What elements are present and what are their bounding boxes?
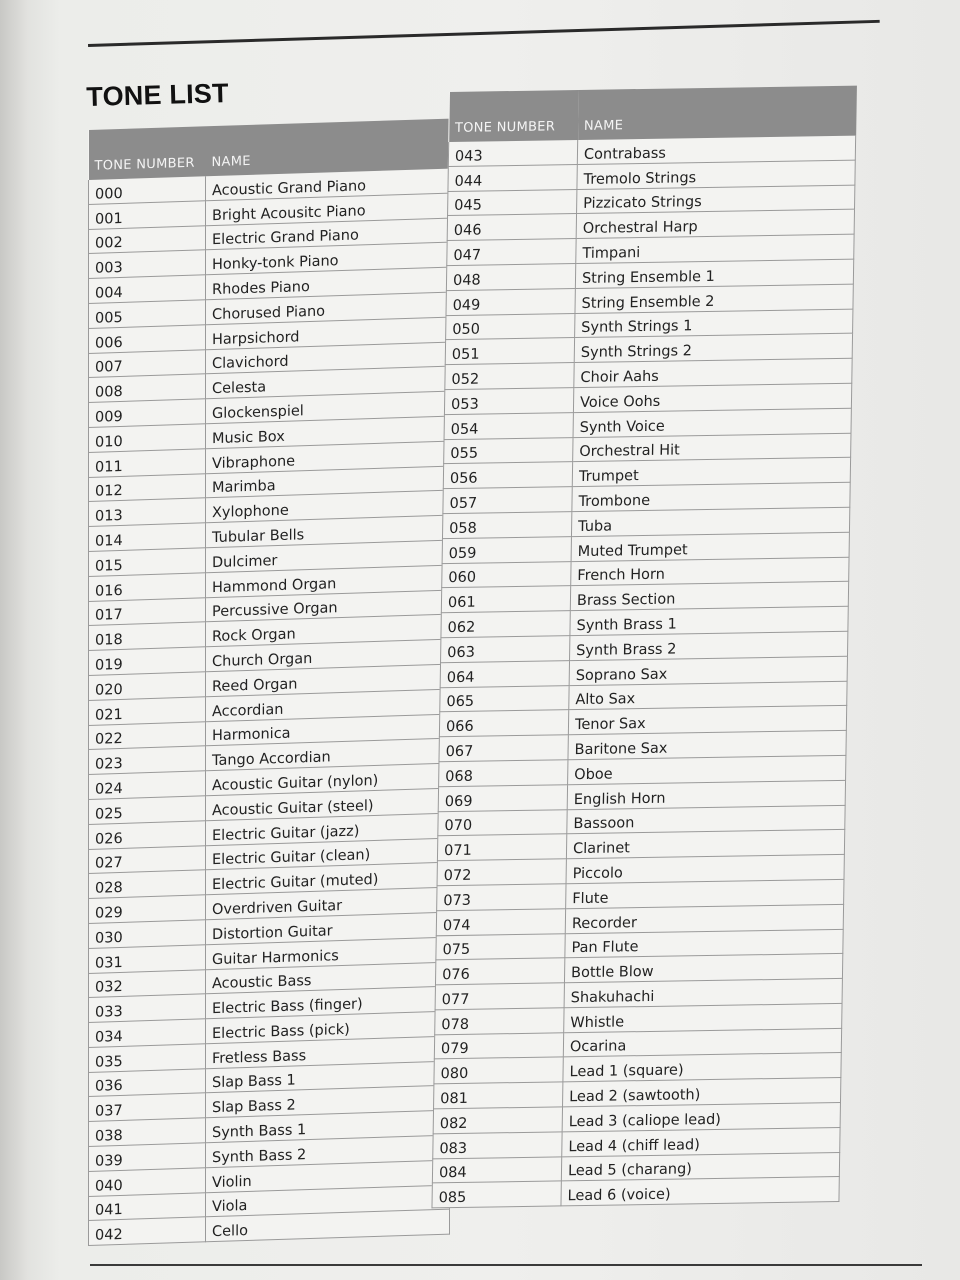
tone-name-cell: Voice Oohs xyxy=(573,383,851,412)
tone-number-cell: 046 xyxy=(447,214,576,241)
tone-name-cell: Bottle Blow xyxy=(564,954,842,983)
tone-number-cell: 057 xyxy=(443,487,572,514)
tone-name-cell: Rock Organ xyxy=(206,614,450,646)
tone-name-cell: Music Box xyxy=(206,416,450,448)
tone-name-cell: Shakuhachi xyxy=(564,979,842,1008)
tone-name-cell: Vibraphone xyxy=(206,441,450,473)
tone-name-cell: Clarinet xyxy=(566,830,844,859)
tone-number-cell: 051 xyxy=(445,338,574,365)
header-name: NAME xyxy=(578,86,857,140)
tone-number-cell: 031 xyxy=(89,945,206,973)
tone-name-cell: Trumpet xyxy=(572,458,850,487)
tone-number-cell: 030 xyxy=(89,920,206,948)
tone-number-cell: 083 xyxy=(433,1132,562,1159)
tone-name-cell: Choir Aahs xyxy=(574,358,852,387)
tone-number-cell: 007 xyxy=(89,349,206,377)
tone-number-cell: 012 xyxy=(89,473,206,501)
tone-number-cell: 052 xyxy=(445,363,574,390)
tone-number-cell: 026 xyxy=(89,821,206,849)
tone-number-cell: 039 xyxy=(89,1143,206,1171)
tone-number-cell: 085 xyxy=(432,1181,561,1208)
tone-name-cell: Celesta xyxy=(206,367,450,399)
tone-number-cell: 059 xyxy=(442,536,571,563)
tone-name-cell: Slap Bass 1 xyxy=(206,1061,450,1093)
tone-name-cell: Electric Grand Piano xyxy=(206,218,450,250)
tone-name-cell: Electric Bass (pick) xyxy=(206,1011,450,1043)
tone-number-cell: 018 xyxy=(89,622,206,650)
tone-number-cell: 017 xyxy=(89,597,206,625)
tone-name-cell: Synth Brass 1 xyxy=(570,606,848,635)
tone-name-cell: Lead 3 (caliope lead) xyxy=(562,1103,840,1132)
tone-number-cell: 050 xyxy=(446,313,575,340)
tone-name-cell: Accordian xyxy=(206,689,450,721)
tone-number-cell: 042 xyxy=(89,1217,206,1245)
tone-name-cell: French Horn xyxy=(571,557,849,586)
tone-number-cell: 060 xyxy=(442,561,571,588)
tone-table-right-body xyxy=(432,136,856,1209)
tone-number-cell: 036 xyxy=(89,1068,206,1096)
tone-name-cell: Lead 5 (charang) xyxy=(561,1152,839,1181)
tone-number-cell: 016 xyxy=(89,573,206,601)
tone-name-cell: Lead 2 (sawtooth) xyxy=(563,1078,841,1107)
tone-name-cell: Bright Acousitc Piano xyxy=(206,193,450,225)
tone-number-cell: 028 xyxy=(89,870,206,898)
tone-number-cell: 000 xyxy=(89,176,206,204)
tone-name-cell: String Ensemble 2 xyxy=(575,284,853,313)
tone-number-cell: 079 xyxy=(434,1033,563,1060)
tone-name-cell: Oboe xyxy=(568,755,846,784)
tone-number-cell: 038 xyxy=(89,1118,206,1146)
tone-name-cell: Lead 4 (chiff lead) xyxy=(562,1127,840,1156)
tone-number-cell: 063 xyxy=(441,636,570,663)
tone-number-cell: 024 xyxy=(89,771,206,799)
tone-name-cell: Electric Bass (finger) xyxy=(206,986,450,1018)
tone-name-cell: English Horn xyxy=(567,780,845,809)
tone-number-cell: 025 xyxy=(89,796,206,824)
tone-number-cell: 008 xyxy=(89,374,206,402)
tone-name-cell: Synth Bass 1 xyxy=(206,1110,450,1142)
tone-name-cell: Bassoon xyxy=(567,805,845,834)
tone-name-cell: Timpani xyxy=(576,234,854,263)
tone-name-cell: Pan Flute xyxy=(565,929,843,958)
tone-number-cell: 069 xyxy=(438,784,567,811)
tone-number-cell: 014 xyxy=(89,523,206,551)
tone-number-cell: 070 xyxy=(438,809,567,836)
tone-number-cell: 062 xyxy=(441,611,570,638)
tone-number-cell: 068 xyxy=(439,760,568,787)
tone-name-cell: Dulcimer xyxy=(206,540,450,572)
tone-number-cell: 065 xyxy=(440,685,569,712)
header-tone-number: TONE NUMBER xyxy=(449,90,579,142)
tone-number-cell: 002 xyxy=(89,225,206,253)
tone-name-cell: Synth Strings 2 xyxy=(574,334,852,363)
tone-name-cell: Lead 6 (voice) xyxy=(561,1177,839,1206)
tone-number-cell: 066 xyxy=(439,710,568,737)
tone-number-cell: 011 xyxy=(89,449,206,477)
top-rule xyxy=(88,20,880,47)
tone-number-cell: 029 xyxy=(89,895,206,923)
tone-number-cell: 073 xyxy=(437,884,566,911)
tone-number-cell: 027 xyxy=(89,845,206,873)
tone-number-cell: 072 xyxy=(437,859,566,886)
tone-number-cell: 058 xyxy=(442,512,571,539)
tone-name-cell: Honky-tonk Piano xyxy=(206,243,450,275)
tone-number-cell: 037 xyxy=(89,1093,206,1121)
tone-number-cell: 056 xyxy=(443,462,572,489)
tone-name-cell: Cello xyxy=(206,1210,450,1242)
tone-name-cell: Tubular Bells xyxy=(206,515,450,547)
tone-name-cell: Xylophone xyxy=(206,490,450,522)
tone-name-cell: Tango Accordian xyxy=(206,738,450,770)
tone-number-cell: 082 xyxy=(433,1107,562,1134)
tone-number-cell: 023 xyxy=(89,746,206,774)
tone-name-cell: Orchestral Harp xyxy=(576,210,854,239)
tone-name-cell: Chorused Piano xyxy=(206,292,450,324)
tone-name-cell: Electric Guitar (clean) xyxy=(206,838,450,870)
tone-number-cell: 077 xyxy=(435,983,564,1010)
tone-name-cell: Flute xyxy=(566,879,844,908)
tone-table-right xyxy=(431,86,856,1209)
tone-name-cell: Tenor Sax xyxy=(568,706,846,735)
tone-name-cell: Ocarina xyxy=(563,1028,841,1057)
bottom-rule xyxy=(90,1264,922,1266)
tone-number-cell: 013 xyxy=(89,498,206,526)
tone-name-cell: Acoustic Guitar (nylon) xyxy=(206,763,450,795)
tone-name-cell: Tuba xyxy=(571,507,849,536)
tone-name-cell: Fretless Bass xyxy=(206,1036,450,1068)
tone-number-cell: 084 xyxy=(432,1157,561,1184)
tone-number-cell: 076 xyxy=(435,958,564,985)
tone-name-cell: Contrabass xyxy=(577,136,855,165)
tone-name-cell: Hammond Organ xyxy=(206,565,450,597)
tone-number-cell: 033 xyxy=(89,994,206,1022)
tone-number-cell: 078 xyxy=(435,1008,564,1035)
tone-name-cell: Trombone xyxy=(572,482,850,511)
tone-number-cell: 006 xyxy=(89,325,206,353)
tone-number-cell: 021 xyxy=(89,697,206,725)
tone-number-cell: 075 xyxy=(436,933,565,960)
tone-number-cell: 055 xyxy=(444,437,573,464)
tone-name-cell: Synth Brass 2 xyxy=(570,631,848,660)
tone-name-cell: Acoustic Grand Piano xyxy=(206,169,450,201)
tone-name-cell: Electric Guitar (muted) xyxy=(206,862,450,894)
tone-name-cell: Synth Voice xyxy=(573,408,851,437)
tone-number-cell: 005 xyxy=(89,300,206,328)
tone-name-cell: Synth Strings 1 xyxy=(575,309,853,338)
tone-number-cell: 022 xyxy=(89,721,206,749)
tone-name-cell: Guitar Harmonics xyxy=(206,937,450,969)
tone-number-cell: 081 xyxy=(434,1082,563,1109)
tone-name-cell: Acoustic Guitar (steel) xyxy=(206,788,450,820)
tone-name-cell: Marimba xyxy=(206,466,450,498)
tone-number-cell: 015 xyxy=(89,548,206,576)
tone-name-cell: Piccolo xyxy=(566,854,844,883)
header-name: NAME xyxy=(206,119,450,177)
tone-name-cell: Rhodes Piano xyxy=(206,267,450,299)
tone-number-cell: 049 xyxy=(446,288,575,315)
tone-table-left-body xyxy=(89,169,450,1246)
tone-name-cell: Orchestral Hit xyxy=(573,433,851,462)
tone-name-cell: Overdriven Guitar xyxy=(206,887,450,919)
tone-name-cell: Electric Guitar (jazz) xyxy=(206,813,450,845)
tone-name-cell: Synth Bass 2 xyxy=(206,1135,450,1167)
tone-number-cell: 074 xyxy=(436,908,565,935)
tone-number-cell: 019 xyxy=(89,647,206,675)
tone-number-cell: 047 xyxy=(447,239,576,266)
tone-number-cell: 034 xyxy=(89,1019,206,1047)
tone-name-cell: Alto Sax xyxy=(569,681,847,710)
tone-number-cell: 035 xyxy=(89,1044,206,1072)
tone-name-cell: Viola xyxy=(206,1185,450,1217)
tone-number-cell: 010 xyxy=(89,424,206,452)
tone-number-cell: 032 xyxy=(89,969,206,997)
tone-table-left xyxy=(88,119,450,1247)
tone-name-cell: Baritone Sax xyxy=(568,730,846,759)
tone-name-cell: Harpsichord xyxy=(206,317,450,349)
tone-name-cell: Lead 1 (square) xyxy=(563,1053,841,1082)
tone-name-cell: Distortion Guitar xyxy=(206,912,450,944)
tone-name-cell: Reed Organ xyxy=(206,664,450,696)
tone-number-cell: 071 xyxy=(437,834,566,861)
tone-name-cell: Glockenspiel xyxy=(206,391,450,423)
tone-number-cell: 053 xyxy=(444,388,573,415)
tone-number-cell: 003 xyxy=(89,250,206,278)
page-binding-edge xyxy=(0,0,28,1280)
tone-number-cell: 061 xyxy=(441,586,570,613)
tone-name-cell: Tremolo Strings xyxy=(577,160,855,189)
tone-number-cell: 041 xyxy=(89,1192,206,1220)
tone-name-cell: String Ensemble 1 xyxy=(575,259,853,288)
tone-number-cell: 067 xyxy=(439,735,568,762)
tone-name-cell: Recorder xyxy=(565,904,843,933)
tone-name-cell: Violin xyxy=(206,1160,450,1192)
tone-number-cell: 054 xyxy=(444,412,573,439)
tone-name-cell: Slap Bass 2 xyxy=(206,1086,450,1118)
tone-number-cell: 043 xyxy=(448,140,577,166)
tone-number-cell: 044 xyxy=(448,164,577,191)
page-title: TONE LIST xyxy=(86,78,230,112)
tone-number-cell: 020 xyxy=(89,672,206,700)
header-tone-number: TONE NUMBER xyxy=(89,126,206,180)
tone-name-cell: Soprano Sax xyxy=(569,656,847,685)
tone-number-cell: 040 xyxy=(89,1168,206,1196)
table-header-row xyxy=(449,86,857,142)
tone-number-cell: 009 xyxy=(89,399,206,427)
tone-name-cell: Percussive Organ xyxy=(206,590,450,622)
tone-name-cell: Clavichord xyxy=(206,342,450,374)
tone-number-cell: 048 xyxy=(446,264,575,291)
tone-number-cell: 001 xyxy=(89,201,206,229)
tone-name-cell: Acoustic Bass xyxy=(206,962,450,994)
tone-number-cell: 064 xyxy=(440,660,569,687)
tone-name-cell: Brass Section xyxy=(570,582,848,611)
table-row xyxy=(432,1177,839,1208)
tone-name-cell: Church Organ xyxy=(206,639,450,671)
tone-number-cell: 045 xyxy=(448,189,577,216)
tone-number-cell: 080 xyxy=(434,1057,563,1084)
tone-number-cell: 004 xyxy=(89,275,206,303)
tone-name-cell: Muted Trumpet xyxy=(571,532,849,561)
tone-name-cell: Pizzicato Strings xyxy=(577,185,855,214)
tone-name-cell: Harmonica xyxy=(206,714,450,746)
tone-name-cell: Whistle xyxy=(564,1003,842,1032)
